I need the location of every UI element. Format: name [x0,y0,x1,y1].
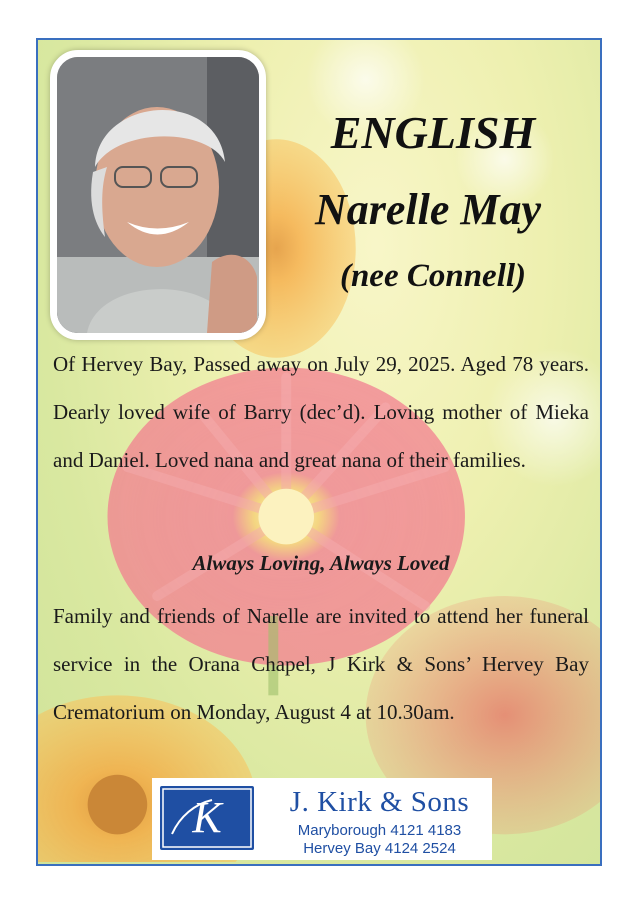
notice-card [36,38,602,866]
obituary-paragraph: Of Hervey Bay, Passed away on July 29, 2025. Aged 78 years. Dearly loved wife of Barry (dec’d). Loving mother of Mieka and Daniel. Loved nana and great nana of their families. [53,352,589,472]
maryborough-phone: Maryborough 4121 4183 [297,822,462,839]
monogram-emblem [160,786,254,850]
monogram-letter: K [192,793,222,842]
memorial-motto: Always Loving, Always Loved [192,551,450,575]
funeral-director-logo [152,778,492,860]
portrait-image [57,57,259,333]
funeral-details-paragraph: Family and friends of Narelle are invited to attend her funeral service in the Orana Chapel, J Kirk & Sons’ Hervey Bay Crematorium on Monday, August 4 at 10.30am. [53,604,589,724]
deceased-given-names: Narelle May [314,185,542,234]
funeral-director-name: J. Kirk & Sons [289,786,470,818]
deceased-surname: ENGLISH [330,107,536,158]
monogram-k-icon [160,786,254,850]
portrait-photo [50,50,266,340]
hervey-bay-phone: Hervey Bay 4124 2524 [303,840,456,857]
maiden-name: (nee Connell) [339,258,527,294]
